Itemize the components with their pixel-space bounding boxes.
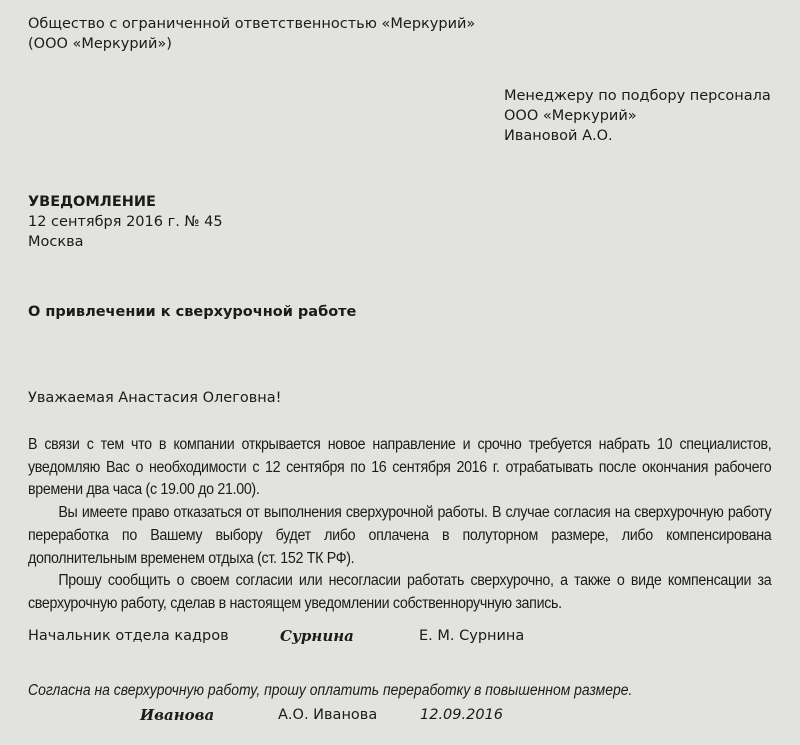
- sender-org-name: Общество с ограниченной ответственностью «Меркурий»: [28, 16, 476, 32]
- recipient-org: ООО «Меркурий»: [504, 108, 637, 124]
- sender-org-short: (ООО «Меркурий»): [28, 36, 172, 52]
- handwritten-signature: Сурнина: [280, 627, 354, 645]
- document-date-number: 12 сентября 2016 г. № 45: [28, 214, 223, 230]
- recipient-name: Ивановой А.О.: [504, 128, 613, 144]
- document-subject: О привлечении к сверхурочной работе: [28, 304, 357, 320]
- signer-name: Е. М. Сурнина: [419, 628, 525, 644]
- recipient-position: Менеджеру по подбору персонала: [504, 88, 771, 104]
- signer-position: Начальник отдела кадров: [28, 628, 229, 644]
- greeting: Уважаемая Анастасия Олеговна!: [28, 390, 282, 406]
- body-paragraph: В связи с тем что в компании открывается новое направление и срочно требуется набрать 10 специалистов, уведомляю Вас о необходимости с 12 сентября по 16 сентября 2016 г. отрабатывать после окончания рабочего времени два часа (с 19.00 до 21.00).: [28, 436, 772, 499]
- employee-consent-text: Согласна на сверхурочную работу, прошу оплатить переработку в повышенном размере.: [28, 682, 633, 699]
- document-header: [28, 192, 223, 252]
- document-type: УВЕДОМЛЕНИЕ: [28, 194, 156, 210]
- document-city: Москва: [28, 234, 84, 250]
- recipient-block: [504, 86, 771, 146]
- document-body: [28, 434, 771, 616]
- sender-block: [28, 14, 475, 54]
- body-paragraph: Вы имеете право отказаться от выполнения сверхурочной работы. В случае согласия на сверхурочную работу переработка по Вашему выбору будет либо оплачена в полуторном размере, либо компенсирована дополнительным временем отдыха (ст. 152 ТК РФ).: [28, 504, 772, 567]
- employee-handwritten-signature: Иванова: [140, 706, 215, 724]
- employee-name: А.О. Иванова: [278, 707, 378, 723]
- employee-sign-date: 12.09.2016: [420, 707, 504, 723]
- body-paragraph: Прошу сообщить о своем согласии или несогласии работать сверхурочно, а также о виде компенсации за сверхурочную работу, сделав в настоящем уведомлении собственноручную запись.: [28, 572, 772, 612]
